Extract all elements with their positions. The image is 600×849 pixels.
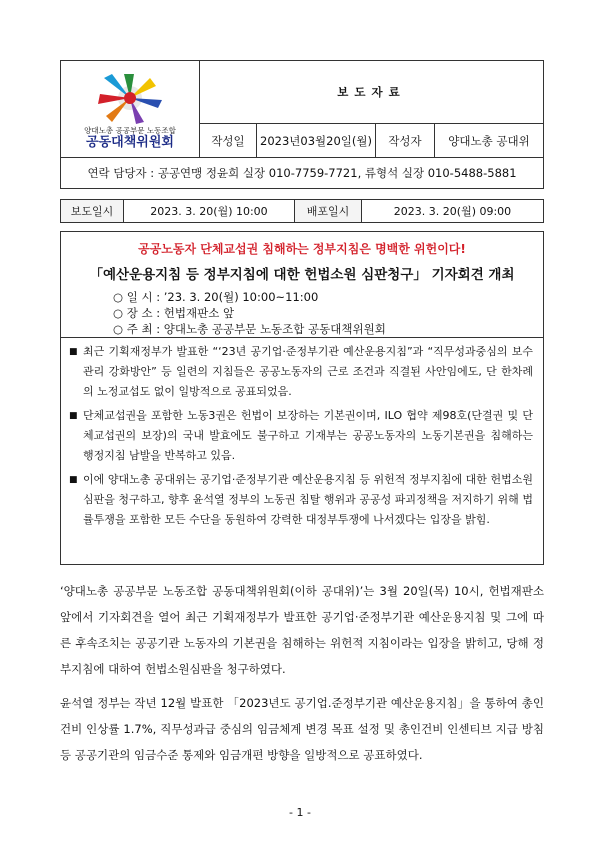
bullets-box [60,338,544,565]
report-date-value: 2023. 3. 20(월) 10:00 [124,200,295,223]
event-info-host: ○ 주 최 : 양대노총 공공부문 노동조합 공동대책위원회 [113,322,386,336]
header-table [60,60,544,189]
info-label: 일 시 [126,290,153,304]
contact-info: 연락 담당자 : 공공연맹 정윤희 실장 010-7759-7721, 류형석 실장 010-5488-5881 [61,158,544,189]
author-date: 2023년03월20일(월) [257,124,376,158]
dist-date-label: 배포일시 [295,200,362,223]
report-date-label: 보도일시 [61,200,124,223]
info-label: 주 최 [126,322,153,336]
event-title: 「예산운용지침 등 정부지침에 대한 헌법소원 심판청구」 기자회견 개최 [89,267,515,283]
logo-hands-icon [94,70,166,124]
square-bullet-icon: ■ [69,411,78,421]
info-value: 양대노총 공공부문 노동조합 공동대책위원회 [163,322,386,336]
circle-marker-icon: ○ [113,322,124,336]
info-value: 헌법재판소 앞 [163,306,235,320]
writer-label: 작성자 [376,124,435,158]
page-number: - 1 - [289,806,311,819]
circle-marker-icon: ○ [113,306,124,320]
info-value: ’23. 3. 20(월) 10:00~11:00 [163,290,319,304]
logo-cell [61,61,200,158]
summary-box [60,231,544,338]
info-label: 장 소 [126,306,153,320]
circle-marker-icon: ○ [113,290,124,304]
bullet-text: 이에 양대노총 공대위는 공기업‧준정부기관 예산운용지침 등 위헌적 정부지침에 대한 헌법소원심판을 청구하고, 향후 윤석열 정부의 노동권 침탈 행위과 공공성 파괴정책을 저지하기 위해 법률투쟁을 포함한 모든 수단을 동원하여 강력한 대정부투쟁에 나서겠다는 입장을 밝힘. [83,473,533,526]
bullet-item [69,470,533,530]
event-info-place: ○ 장 소 : 헌법재판소 앞 [113,306,235,320]
square-bullet-icon: ■ [69,347,78,357]
red-headline: 공공노동자 단체교섭권 침해하는 정부지침은 명백한 위헌이다! [138,242,466,256]
bullet-text: 최근 기획재정부가 발표한 “‘23년 공기업‧준정부기관 예산운용지침”과 “직무성과중심의 보수관리 강화방안” 등 일련의 지침들은 공공노동자의 근로 조건과 직결된 사안임에도, 단 한차례의 노정교섭도 없이 일방적으로 공표되었음. [83,345,533,398]
event-info-date: ○ 일 시 : ’23. 3. 20(월) 10:00~11:00 [113,290,319,304]
square-bullet-icon: ■ [69,475,78,485]
writer-name: 양대노총 공대위 [435,124,544,158]
bullet-item [69,342,533,402]
event-info-list [113,289,543,337]
doc-title: 보도자료 [200,61,544,124]
author-date-label: 작성일 [200,124,257,158]
body-paragraph-1: ‘양대노총 공공부문 노동조합 공동대책위원회(이하 공대위)’는 3월 20일(목) 10시, 헌법재판소 앞에서 기자회견을 열어 최근 기획재정부가 발표한 공기업‧준정부기관 예산운용지침 및 그에 따른 후속조치는 공공기관 노동자의 기본권을 침해하는 위헌적 지침이라는 입장을 밝히고, 당해 정부지침에 대하여 헌법소원심판을 청구하였다. [60,584,544,676]
logo-org-small: 양대노총 공공부문 노동조합 [84,126,176,135]
dates-table [60,199,544,223]
body-paragraph-2: 윤석열 정부는 작년 12월 발표한 「2023년도 공기업.준정부기관 예산운용지침」을 통하여 총인건비 인상률 1.7%, 직무성과급 중심의 임금체계 변경 목표 설정 및 총인건비 인센티브 지급 방침 등 공공기관의 임금수준 통제와 임금개편 방향을 일방적으로 공표하였다. [60,696,544,762]
dist-date-value: 2023. 3. 20(월) 09:00 [362,200,544,223]
logo-org-main: 공동대책위원회 [86,135,174,150]
bullet-text: 단체교섭권을 포함한 노동3권은 헌법이 보장하는 기본권이며, ILO 협약 제98호(단결권 및 단체교섭권의 보장)의 국내 발효에도 불구하고 기재부는 공공노동자의 노동기본권을 침해하는 행정지침 남발을 반복하고 있음. [83,409,533,462]
bullet-item [69,406,533,466]
